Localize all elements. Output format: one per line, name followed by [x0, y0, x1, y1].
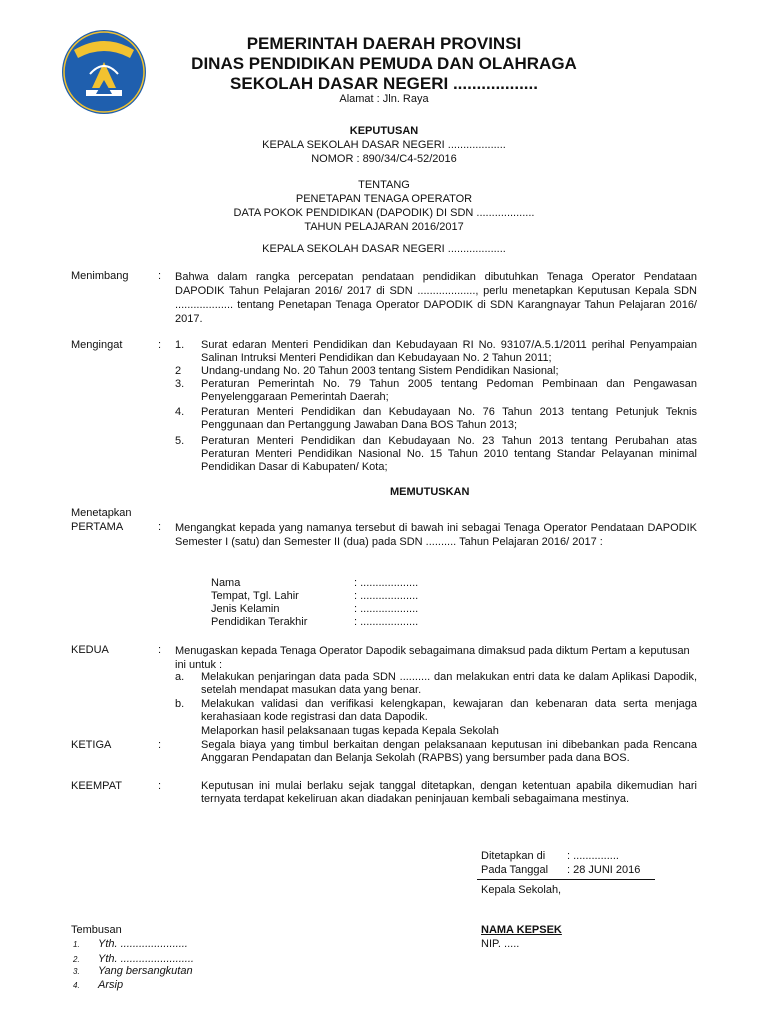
kepsek-name: NAMA KEPSEK [481, 924, 562, 936]
kedua-item-num: b. [175, 698, 185, 710]
gov-header-line1: PEMERINTAH DAERAH PROVINSI [246, 34, 522, 53]
signature-divider [477, 879, 655, 880]
kepsek-nip: NIP. ..... [481, 938, 520, 950]
tanggal-value: : 28 JUNI 2016 [567, 864, 641, 876]
tentang-line: TENTANG [358, 179, 410, 191]
tembusan-item-text: Yth. ...................... [98, 938, 188, 950]
mengingat-colon: : [158, 339, 162, 351]
mengingat-item-num: 5. [175, 435, 185, 447]
tahun-line: TAHUN PELAJARAN 2016/2017 [304, 221, 464, 233]
keempat-label: KEEMPAT [71, 780, 122, 792]
mengingat-item-text: Undang-undang No. 20 Tahun 2003 tentang Sistem Pendidikan Nasional; [201, 365, 559, 377]
keputusan-title: KEPUTUSAN [349, 125, 419, 137]
ditetapkan-value: : ............... [567, 850, 619, 862]
mengingat-item-text: Peraturan Menteri Pendidikan dan Kebudayaan No. 76 Tahun 2013 tentang Petunjuk Teknis Penggunaan dan Pertanggung Jawaban Dana BOS Tahun 2013; [201, 406, 697, 431]
tembusan-item-num: 1. [73, 940, 80, 949]
ketiga-colon: : [158, 739, 162, 751]
tanggal-label: Pada Tanggal [481, 864, 549, 876]
kedua-item-text: Melaporkan hasil pelaksanaan tugas kepada Kepala Sekolah [201, 725, 499, 737]
kedua-label: KEDUA [71, 644, 109, 656]
tut-wuri-handayani-logo [60, 28, 148, 116]
field-label-ttl: Tempat, Tgl. Lahir [211, 590, 299, 602]
field-value-nama: : ................... [354, 577, 419, 589]
kedua-text: Menugaskan kepada Tenaga Operator Dapodik sebagaimana dimaksud pada diktum Pertam a keputusan ini untuk : [175, 645, 690, 671]
tembusan-title: Tembusan [71, 924, 122, 936]
nomor-line: NOMOR : 890/34/C4-52/2016 [311, 153, 457, 165]
ditetapkan-label: Ditetapkan di [481, 850, 546, 862]
pertama-label: PERTAMA [71, 521, 124, 533]
tembusan-item-text: Yang bersangkutan [98, 965, 193, 977]
keempat-text: Keputusan ini mulai berlaku sejak tanggal ditetapkan, dengan ketentuan apabila dikemudian hari ternyata terdapat kekeliruan akan diadakan peninjauan kembali sebagaimana mestinya. [201, 780, 697, 805]
mengingat-label: Mengingat [71, 339, 123, 351]
kepala-line-2: KEPALA SEKOLAH DASAR NEGERI ................... [262, 243, 506, 255]
kedua-item-text: Melakukan validasi dan verifikasi kelengkapan, kewajaran dan kebenaran data serta menjaga kerahasiaan kode registrasi dan data Dapodik. [201, 698, 697, 723]
mengingat-item-num: 1. [175, 339, 185, 351]
menimbang-colon: : [158, 270, 162, 282]
school-header-line3: SEKOLAH DASAR NEGERI .................. [230, 74, 538, 93]
kedua-item-text: Melakukan penjaringan data pada SDN .......... dan melakukan entri data ke dalam Aplikasi Dapodik, setelah mendapat masukan data yang benar. [201, 671, 697, 696]
ketiga-text: Segala biaya yang timbul berkaitan dengan pelaksanaan keputusan ini dibebankan pada Rencana Anggaran Pendapatan dan Belanja Sekolah (RAPBS) yang bersumber pada dana BOS. [201, 739, 697, 764]
tembusan-item-num: 2. [73, 955, 80, 964]
menetapkan-label: Menetapkan [71, 507, 132, 519]
tembusan-item-text: Arsip [98, 979, 124, 991]
mengingat-item-num: 4. [175, 406, 185, 418]
penetapan-line: PENETAPAN TENAGA OPERATOR [295, 193, 473, 205]
menimbang-text: Bahwa dalam rangka percepatan pendataan pendidikan dibutuhkan Tenaga Operator Pendataan DAPODIK Tahun Pelajaran 2016/ 2017 di SDN ..................., perlu menetapkan Keputusan Kepala SDN ................... tentang Penetapan Tenaga Operator DAPODIK di SDN Karangnayar Tahun Pelajaran 2016/ 2017. [175, 271, 697, 325]
mengingat-item-text: Peraturan Menteri Pendidikan dan Kebudayaan No. 23 Tahun 2013 tentang Perubahan atas Peraturan Menteri Pendidikan Nasional No. 15 Tahun 2010 tentang Standar Pelayanan minimal Pendidikan Dasar di Kabupaten/ Kota; [201, 435, 697, 473]
memutuskan-heading: MEMUTUSKAN [390, 486, 470, 498]
tembusan-item-text: Yth. ........................ [98, 953, 194, 965]
tembusan-item-num: 4. [73, 981, 80, 990]
tembusan-item-num: 3. [73, 967, 80, 976]
menimbang-label: Menimbang [71, 270, 129, 282]
field-label-pendidikan: Pendidikan Terakhir [211, 616, 308, 628]
field-label-jenis-kelamin: Jenis Kelamin [211, 603, 280, 615]
field-value-jenis-kelamin: : ................... [354, 603, 419, 615]
address: Alamat : Jln. Raya [339, 93, 429, 105]
field-value-ttl: : ................... [354, 590, 419, 602]
field-label-nama: Nama [211, 577, 241, 589]
mengingat-item-num: 3. [175, 378, 185, 390]
gov-header-line2: DINAS PENDIDIKAN PEMUDA DAN OLAHRAGA [191, 54, 577, 73]
pertama-text: Mengangkat kepada yang namanya tersebut di bawah ini sebagai Tenaga Operator Pendataan DAPODIK Semester I (satu) dan Semester II (dua) pada SDN .......... Tahun Pelajaran 2016/ 2017 : [175, 522, 697, 548]
mengingat-item-num: 2 [175, 365, 182, 377]
mengingat-item-text: Peraturan Pemerintah No. 79 Tahun 2005 tentang Pedoman Pembinaan dan Pengawasan Penyelenggaraan Pemerintah Daerah; [201, 378, 697, 403]
kepala-sekolah-label: Kepala Sekolah, [481, 884, 562, 896]
kepala-line: KEPALA SEKOLAH DASAR NEGERI ................... [262, 139, 506, 151]
pertama-colon: : [158, 521, 162, 533]
dapodik-line: DATA POKOK PENDIDIKAN (DAPODIK) DI SDN ................... [233, 207, 535, 219]
field-value-pendidikan: : ................... [354, 616, 419, 628]
kedua-colon: : [158, 644, 162, 656]
kedua-item-num: a. [175, 671, 185, 683]
mengingat-item-text: Surat edaran Menteri Pendidikan dan Kebudayaan RI No. 93107/A.5.1/2011 perihal Penyampaian Salinan Intruksi Menteri Pendidikan dan Kebudayaan No. 2 Tahun 2011; [201, 339, 697, 364]
ketiga-label: KETIGA [71, 739, 112, 751]
keempat-colon: : [158, 780, 162, 792]
